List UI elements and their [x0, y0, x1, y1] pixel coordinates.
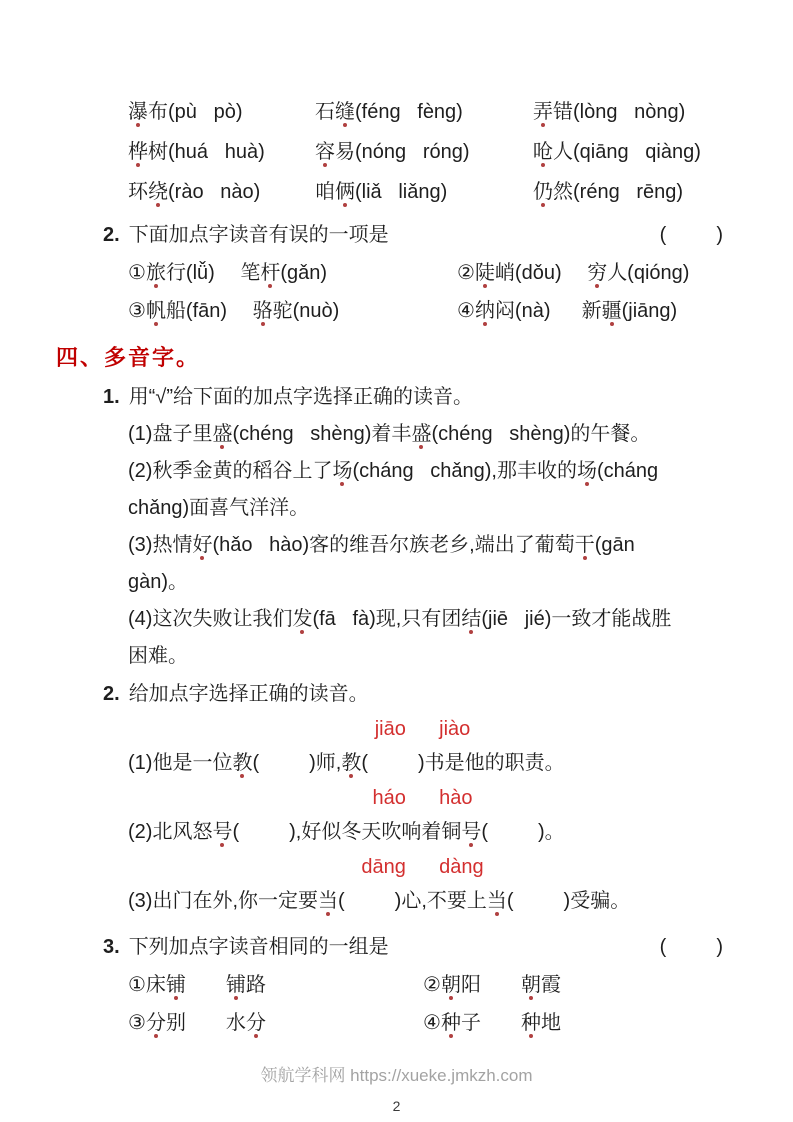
question-2-options-row-1: [56, 254, 723, 292]
sentence-line[interactable]: [56, 814, 723, 851]
s4-question-1-header: [56, 378, 723, 416]
text-run: chǎng)面喜气洋洋。: [128, 497, 310, 519]
dotted-char: 旅: [145, 262, 166, 284]
question-number: 3.: [103, 936, 120, 958]
text-run: (rào nào): [168, 181, 261, 203]
question-2-options-row-2: [56, 292, 723, 330]
dotted-char: 缝: [335, 101, 355, 123]
dotted-char: 桦: [128, 141, 148, 163]
word-item: [533, 172, 723, 212]
text-run: 行(lǚ): [165, 262, 241, 284]
text-run: ( )心,不要上: [338, 890, 487, 912]
option-item[interactable]: [457, 292, 723, 330]
text-run: ③: [128, 300, 146, 322]
dotted-char: 分: [245, 1012, 266, 1034]
s4-question-3-title: [103, 928, 389, 966]
dotted-char: 当: [318, 890, 338, 912]
dotted-char: 教: [232, 752, 253, 774]
page-number: 2: [392, 1098, 401, 1114]
dotted-char: 发: [292, 608, 313, 630]
option-item[interactable]: [423, 1004, 723, 1042]
text-run: (3)热情: [128, 534, 193, 556]
sentence-line: [56, 416, 723, 453]
text-run: 峭(dǒu): [494, 262, 588, 284]
text-run: 地: [540, 1012, 561, 1034]
question-text: 给加点字选择正确的读音。: [128, 683, 369, 705]
dotted-char: 分: [145, 1012, 166, 1034]
dotted-char: 纳: [474, 300, 495, 322]
sentence-line: [56, 564, 723, 601]
dotted-char: 号: [212, 821, 233, 843]
question-text: 用“√”给下面的加点字选择正确的读音。: [128, 386, 473, 408]
text-run: (fā fà)现,只有团: [312, 608, 462, 630]
s4-question-2-header: [56, 675, 723, 713]
dotted-char: 朝: [440, 974, 461, 996]
text-run: (chéng shèng)的午餐。: [431, 423, 651, 445]
text-run: 阳: [460, 974, 521, 996]
word-item: [533, 132, 723, 172]
text-run: ②: [457, 262, 475, 284]
footer-site-watermark: 领航学科网 https://xueke.jmkzh.com: [260, 1066, 533, 1085]
word-item: [315, 172, 533, 212]
sentence-line: [56, 453, 723, 490]
sentence-line: [56, 527, 723, 564]
word-item: [128, 172, 315, 212]
option-item[interactable]: [128, 254, 457, 292]
word-item: [128, 92, 315, 132]
word-item: [128, 132, 315, 172]
dotted-char: 陡: [474, 262, 495, 284]
pinyin-hint: dāng dàng: [361, 856, 484, 878]
text-run: (féng fèng): [355, 101, 463, 123]
text-run: 别 水: [165, 1012, 246, 1034]
text-run: 人(qiāng qiàng): [553, 141, 701, 163]
text-run: ( )受骗。: [506, 890, 631, 912]
text-run: (1)盘子里: [128, 423, 213, 445]
s4-question-3-header: [56, 928, 723, 966]
dotted-char: 结: [461, 608, 482, 630]
text-run: 闷(nà): [494, 300, 582, 322]
question-text: 下面加点字读音有误的一项是: [128, 224, 389, 246]
sentence-line: [56, 490, 723, 527]
text-run: 路: [245, 974, 266, 996]
dotted-char: 呛: [533, 141, 553, 163]
option-item[interactable]: [423, 966, 723, 1004]
text-run: (cháng chǎng),那丰收的: [352, 460, 577, 482]
text-run: (3)出门在外,你一定要: [128, 890, 318, 912]
text-run: 然(réng rēng): [553, 181, 684, 203]
text-run: 错(lòng nòng): [553, 101, 686, 123]
dotted-char: 好: [192, 534, 213, 556]
text-run: 船(fān): [165, 300, 253, 322]
answer-bracket[interactable]: ( ): [659, 936, 723, 958]
word-grid-row-3: [56, 172, 723, 212]
question-number: 2.: [103, 683, 120, 705]
dotted-char: 瀑: [128, 101, 148, 123]
option-item[interactable]: [128, 292, 457, 330]
word-item: [315, 92, 533, 132]
text-run: 人(qióng): [607, 262, 690, 284]
word-item: [315, 132, 533, 172]
text-run: ( )。: [481, 821, 565, 843]
option-item[interactable]: [457, 254, 723, 292]
text-run: ( )师,: [252, 752, 342, 774]
text-run: (1)他是一位: [128, 752, 233, 774]
text-run: 咱: [315, 181, 335, 203]
text-run: ( )书是他的职责。: [361, 752, 565, 774]
text-run: 霞: [540, 974, 561, 996]
question-text: 下列加点字读音相同的一组是: [128, 936, 389, 958]
text-run: ( ),好似冬天吹响着铜: [232, 821, 462, 843]
option-item[interactable]: [128, 1004, 423, 1042]
section-4-title: 四、多音字。: [56, 345, 201, 370]
dotted-char: 号: [461, 821, 482, 843]
text-run: ③: [128, 1012, 146, 1034]
question-2-header: [56, 216, 723, 254]
dotted-char: 容: [315, 141, 335, 163]
dotted-char: 疆: [601, 300, 622, 322]
text-run: ②: [423, 974, 441, 996]
text-run: 子: [460, 1012, 521, 1034]
text-run: (gān: [594, 534, 635, 556]
dotted-char: 种: [520, 1012, 541, 1034]
text-run: (2)北风怒: [128, 821, 213, 843]
text-run: 树(huá huà): [148, 141, 265, 163]
dotted-char: 穷: [587, 262, 608, 284]
dotted-char: 铺: [165, 974, 186, 996]
answer-bracket[interactable]: ( ): [659, 224, 723, 246]
text-run: (chéng shèng)着丰: [232, 423, 412, 445]
text-run: (4)这次失败让我们: [128, 608, 293, 630]
text-run: (jiāng): [621, 300, 678, 322]
word-grid-row-1: [56, 92, 723, 132]
text-run: 驼(nuò): [272, 300, 340, 322]
sentence-line: [56, 601, 723, 638]
question-number: 2.: [103, 224, 120, 246]
dotted-char: 骆: [252, 300, 273, 322]
text-run: (2)秋季金黄的稻谷上了: [128, 460, 333, 482]
text-run: ①床: [128, 974, 166, 996]
dotted-char: 种: [440, 1012, 461, 1034]
dotted-char: 盛: [411, 423, 432, 445]
question-2-title: [103, 216, 389, 254]
text-run: (hǎo hào)客的维吾尔族老乡,端出了葡萄: [212, 534, 575, 556]
dotted-char: 当: [486, 890, 507, 912]
text-run: 布(pù pò): [148, 101, 243, 123]
s4-question-3-options-row-2: [56, 1004, 723, 1042]
text-run: ④: [457, 300, 475, 322]
dotted-char: 盛: [212, 423, 233, 445]
text-run: 易(nóng róng): [335, 141, 470, 163]
option-item[interactable]: [128, 966, 423, 1004]
sentence-line[interactable]: [56, 883, 723, 920]
dotted-char: 场: [576, 460, 597, 482]
text-run: ④: [423, 1012, 441, 1034]
s4-question-1-title: [103, 378, 473, 416]
text-run: (gǎn): [280, 262, 328, 284]
word-item: [533, 92, 723, 132]
text-run: 新: [581, 300, 602, 322]
sentence-line[interactable]: [56, 745, 723, 782]
sentence-line: [56, 638, 723, 675]
text-run: (jiē jié)一致才能战胜: [481, 608, 672, 630]
text-run: ①: [128, 262, 146, 284]
text-run: gàn)。: [128, 571, 189, 593]
pinyin-hint: jiāo jiào: [374, 718, 471, 740]
s4-question-2-title: [103, 675, 369, 713]
pinyin-hint: háo hào: [372, 787, 473, 809]
dotted-char: 俩: [335, 181, 355, 203]
text-run: (cháng: [596, 460, 659, 482]
dotted-char: 弄: [533, 101, 553, 123]
dotted-char: 铺: [225, 974, 246, 996]
s4-question-3-options-row-1: [56, 966, 723, 1004]
text-run: 困难。: [128, 645, 188, 667]
text-run: 环: [128, 181, 148, 203]
question-number: 1.: [103, 386, 120, 408]
dotted-char: 场: [332, 460, 353, 482]
text-run: (liǎ liǎng): [355, 181, 448, 203]
dotted-char: 杆: [260, 262, 281, 284]
text-run: 笔: [240, 262, 261, 284]
text-run: [186, 974, 226, 996]
dotted-char: 绕: [148, 181, 168, 203]
dotted-char: 教: [341, 752, 362, 774]
dotted-char: 帆: [145, 300, 166, 322]
dotted-char: 朝: [520, 974, 541, 996]
text-run: 石: [315, 101, 335, 123]
word-grid-row-2: [56, 132, 723, 172]
dotted-char: 干: [574, 534, 595, 556]
dotted-char: 仍: [533, 181, 553, 203]
